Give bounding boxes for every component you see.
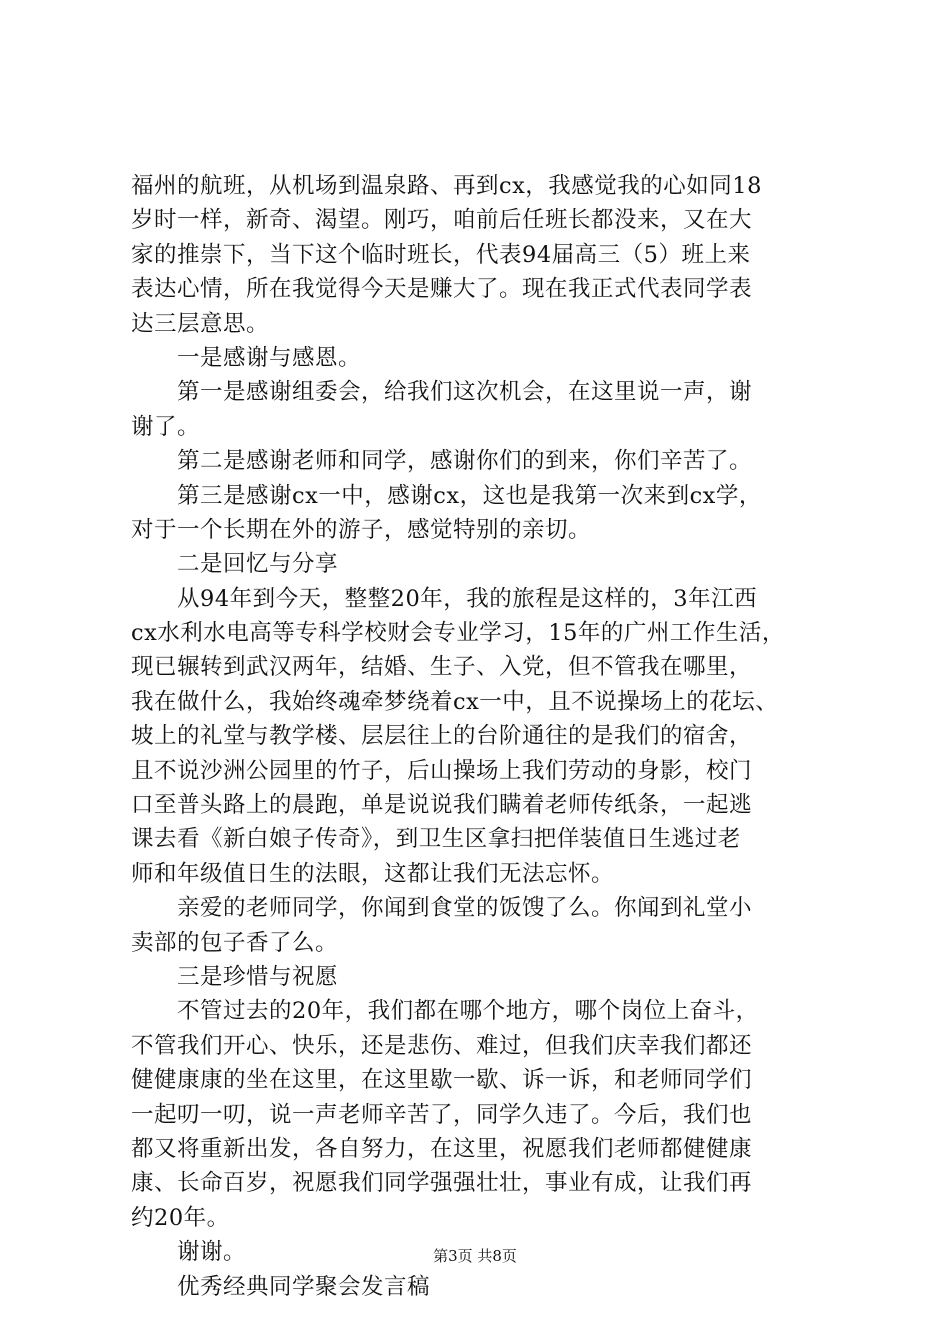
text-line: 健健康康的坐在这里，在这里歇一歇、诉一诉，和老师同学们: [131, 1067, 753, 1094]
text-line: 家的推崇下，当下这个临时班长，代表94届高三（5）班上来: [131, 241, 751, 268]
paragraph-start: 第二是感谢老师和同学，感谢你们的到来，你们辛苦了。: [177, 448, 753, 475]
text-line: 一起叨一叨，说一声老师辛苦了，同学久违了。今后，我们也: [131, 1101, 753, 1128]
text-line: 我在做什么，我始终魂牵梦绕着cx一中，且不说操场上的花坛、: [131, 688, 779, 715]
text-line: 福州的航班，从机场到温泉路、再到cx，我感觉我的心如同18: [131, 173, 762, 199]
paragraph-start: 从94年到今天，整整20年，我的旅程是这样的，3年江西: [177, 585, 758, 612]
section-heading: 三是珍惜与祝愿: [177, 963, 339, 990]
document-body: [131, 169, 831, 1304]
text-line: 谢了。: [131, 413, 201, 440]
paragraph-start: 第三是感谢cx一中，感谢cx，这也是我第一次来到cx学，: [177, 482, 762, 509]
section-heading: 一是感谢与感恩。: [177, 344, 362, 371]
text-line: 对于一个长期在外的游子，感觉特别的亲切。: [131, 516, 592, 543]
section-heading: 二是回忆与分享: [177, 551, 339, 578]
text-line: 岁时一样，新奇、渴望。刚巧，咱前后任班长都没来，又在大: [131, 207, 753, 234]
text-line: 都又将重新出发，各自努力，在这里，祝愿我们老师都健健康: [131, 1135, 753, 1162]
paragraph-start: 亲爱的老师同学，你闻到食堂的饭馊了么。你闻到礼堂小: [177, 895, 753, 922]
text-line: 坡上的礼堂与教学楼、层层往上的台阶通往的是我们的宿舍，: [131, 723, 753, 750]
closing-line: 谢谢。: [177, 1239, 247, 1266]
next-title-line: 优秀经典同学聚会发言稿: [177, 1273, 431, 1300]
text-line: 康、长命百岁，祝愿我们同学强强壮壮，事业有成，让我们再: [131, 1170, 753, 1197]
text-line: 不管我们开心、快乐，还是悲伤、难过，但我们庆幸我们都还: [131, 1032, 753, 1059]
text-line: 卖部的包子香了么。: [131, 929, 339, 956]
text-line: 表达心情，所在我觉得今天是赚大了。现在我正式代表同学表: [131, 276, 753, 303]
text-line: 且不说沙洲公园里的竹子，后山操场上我们劳动的身影，校门: [131, 757, 753, 784]
text-line: 课去看《新白娘子传奇》，到卫生区拿扫把佯装值日生逃过老: [131, 826, 741, 853]
text-line: 约20年。: [131, 1204, 230, 1231]
paragraph-start: 第一是感谢组委会，给我们这次机会，在这里说一声，谢: [177, 379, 753, 406]
text-line: 师和年级值日生的法眼，这都让我们无法忘怀。: [131, 860, 615, 887]
text-line: cx水利水电高等专科学校财会专业学习，15年的广州工作生活，: [131, 620, 785, 647]
text-line: 现已辗转到武汉两年，结婚、生子、入党，但不管我在哪里，: [131, 654, 753, 681]
page-number-footer: 第3页 共8页: [433, 1247, 517, 1265]
text-line: 达三层意思。: [131, 310, 270, 337]
text-line: 口至普头路上的晨跑，单是说说我们瞒着老师传纸条，一起逃: [131, 792, 753, 819]
paragraph-start: 不管过去的20年，我们都在哪个地方，哪个岗位上奋斗，: [177, 998, 759, 1025]
